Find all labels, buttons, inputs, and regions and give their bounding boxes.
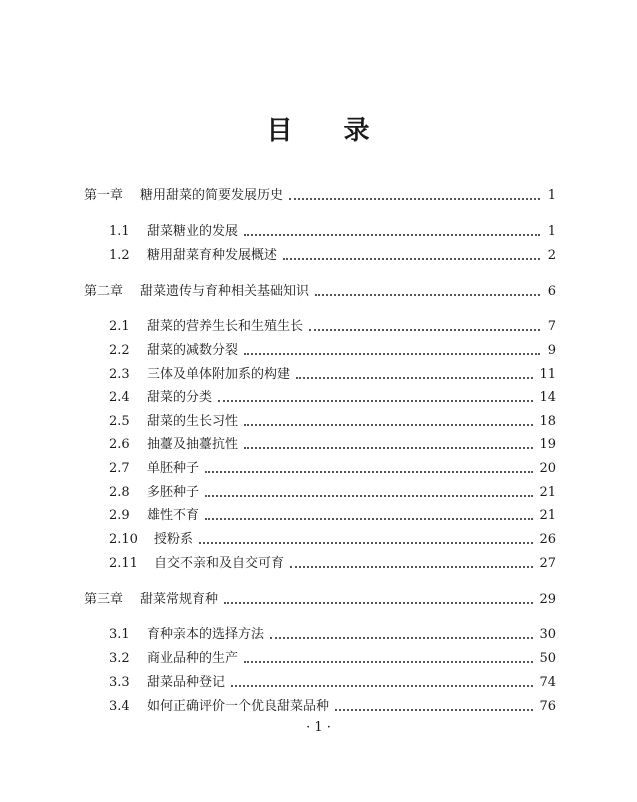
toc-entry-page: 1	[547, 224, 556, 239]
toc-entry-title: 雄性不育	[147, 508, 200, 523]
toc-entry-title: 自交不亲和及自交可育	[154, 556, 285, 571]
toc-entry-title: 商业品种的生产	[147, 651, 239, 666]
toc-entry-page: 27	[539, 556, 556, 571]
toc-entry-page: 21	[539, 485, 556, 500]
toc-entry-title: 抽薹及抽薹抗性	[147, 437, 239, 452]
toc-chapter-entry[interactable]	[84, 284, 556, 300]
toc-entry-title: 育种亲本的选择方法	[147, 627, 265, 642]
toc-section-entry[interactable]	[109, 414, 556, 430]
dot-leader	[296, 376, 533, 379]
dot-leader	[218, 399, 533, 402]
toc-entry-number: 3.1	[109, 627, 130, 642]
toc-entry-title: 甜菜的分类	[147, 390, 213, 405]
toc-entry-number: 2.4	[109, 390, 130, 405]
dot-leader	[315, 293, 540, 296]
toc-section-entry[interactable]	[109, 224, 556, 240]
toc-entry-page: 18	[539, 414, 556, 429]
toc-entry-number: 2.1	[109, 319, 130, 334]
toc-entry-title: 甜菜的生长习性	[147, 414, 239, 429]
toc-entry-number: 1.1	[109, 224, 130, 239]
toc-entry-number: 2.6	[109, 437, 130, 452]
dot-leader	[283, 257, 540, 260]
toc-entry-page: 9	[547, 343, 556, 358]
toc-entry-page: 14	[539, 390, 556, 405]
page-number: · 1 ·	[306, 720, 331, 735]
toc-entry-number: 第一章	[84, 188, 124, 203]
toc-entry-number: 3.3	[109, 675, 130, 690]
toc-entry-page: 7	[547, 319, 556, 334]
toc-entry-number: 2.7	[109, 461, 130, 476]
dot-leader	[224, 601, 533, 604]
dot-leader	[231, 684, 533, 687]
toc-entry-title: 甜菜的营养生长和生殖生长	[147, 319, 304, 334]
toc-entry-number: 2.8	[109, 485, 130, 500]
toc-section-entry[interactable]	[109, 556, 556, 572]
toc-section-entry[interactable]	[109, 367, 556, 383]
dot-leader	[205, 494, 533, 497]
toc-section-entry[interactable]	[109, 651, 556, 667]
toc-entry-page: 74	[539, 675, 556, 690]
toc-section-entry[interactable]	[109, 461, 556, 477]
dot-leader	[290, 565, 533, 568]
dot-leader	[309, 328, 540, 331]
dot-leader	[244, 660, 533, 663]
toc-entry-number: 2.9	[109, 508, 130, 523]
toc-entry-title: 甜菜遗传与育种相关基础知识	[140, 284, 310, 299]
toc-section-entry[interactable]	[109, 437, 556, 453]
title-char-2: 录	[343, 116, 371, 146]
toc-entry-page: 30	[539, 627, 556, 642]
toc-section-entry[interactable]	[109, 532, 556, 548]
toc-entry-number: 2.11	[109, 556, 138, 571]
title-char-1: 目	[266, 116, 294, 146]
dot-leader	[205, 517, 533, 520]
dot-leader	[335, 708, 533, 711]
toc-entry-title: 甜菜品种登记	[147, 675, 226, 690]
toc-entry-number: 3.4	[109, 699, 130, 714]
dot-leader	[199, 541, 533, 544]
dot-leader	[289, 197, 540, 200]
toc-entry-number: 第三章	[84, 592, 124, 607]
toc-section-entry[interactable]	[109, 627, 556, 643]
toc-entry-page: 19	[539, 437, 556, 452]
toc-entry-number: 1.2	[109, 248, 130, 263]
toc-entry-number: 2.5	[109, 414, 130, 429]
toc-section-entry[interactable]	[109, 390, 556, 406]
toc-entry-title: 单胚种子	[147, 461, 200, 476]
dot-leader	[244, 233, 540, 236]
toc-entry-page: 50	[539, 651, 556, 666]
toc-entry-number: 2.10	[109, 532, 138, 547]
toc-entry-title: 如何正确评价一个优良甜菜品种	[147, 699, 330, 714]
toc-entry-title: 糖用甜菜的简要发展历史	[140, 188, 284, 203]
dot-leader	[270, 636, 533, 639]
toc-chapter-entry[interactable]	[84, 188, 556, 204]
toc-entry-page: 2	[547, 248, 556, 263]
dot-leader	[244, 352, 540, 355]
toc-entry-page: 1	[547, 188, 556, 203]
dot-leader	[244, 423, 533, 426]
toc-entry-number: 2.3	[109, 367, 130, 382]
dot-leader	[244, 446, 533, 449]
toc-section-entry[interactable]	[109, 343, 556, 359]
toc-entry-title: 多胚种子	[147, 485, 200, 500]
toc-section-entry[interactable]	[109, 485, 556, 501]
toc-entry-page: 26	[539, 532, 556, 547]
toc-section-entry[interactable]	[109, 248, 556, 264]
toc-section-entry[interactable]	[109, 319, 556, 335]
toc-entry-page: 76	[539, 699, 556, 714]
toc-section-entry[interactable]	[109, 508, 556, 524]
toc-entry-page: 6	[547, 284, 556, 299]
toc-entry-page: 21	[539, 508, 556, 523]
toc-entry-title: 三体及单体附加系的构建	[147, 367, 291, 382]
toc-section-entry[interactable]	[109, 699, 556, 715]
toc-entry-title: 甜菜的减数分裂	[147, 343, 239, 358]
toc-chapter-entry[interactable]	[84, 592, 556, 608]
toc-entry-title: 甜菜糖业的发展	[147, 224, 239, 239]
toc-section-entry[interactable]	[109, 675, 556, 691]
toc-entry-page: 20	[539, 461, 556, 476]
toc-entry-title: 甜菜常规育种	[140, 592, 219, 607]
toc-entry-title: 糖用甜菜育种发展概述	[147, 248, 278, 263]
toc-entry-number: 第二章	[84, 284, 124, 299]
toc-entry-page: 29	[539, 592, 556, 607]
toc-entry-title: 授粉系	[154, 532, 194, 547]
toc-entry-page: 11	[539, 367, 556, 382]
toc-entry-number: 2.2	[109, 343, 130, 358]
dot-leader	[205, 470, 533, 473]
toc-entry-number: 3.2	[109, 651, 130, 666]
page-title	[0, 110, 637, 147]
